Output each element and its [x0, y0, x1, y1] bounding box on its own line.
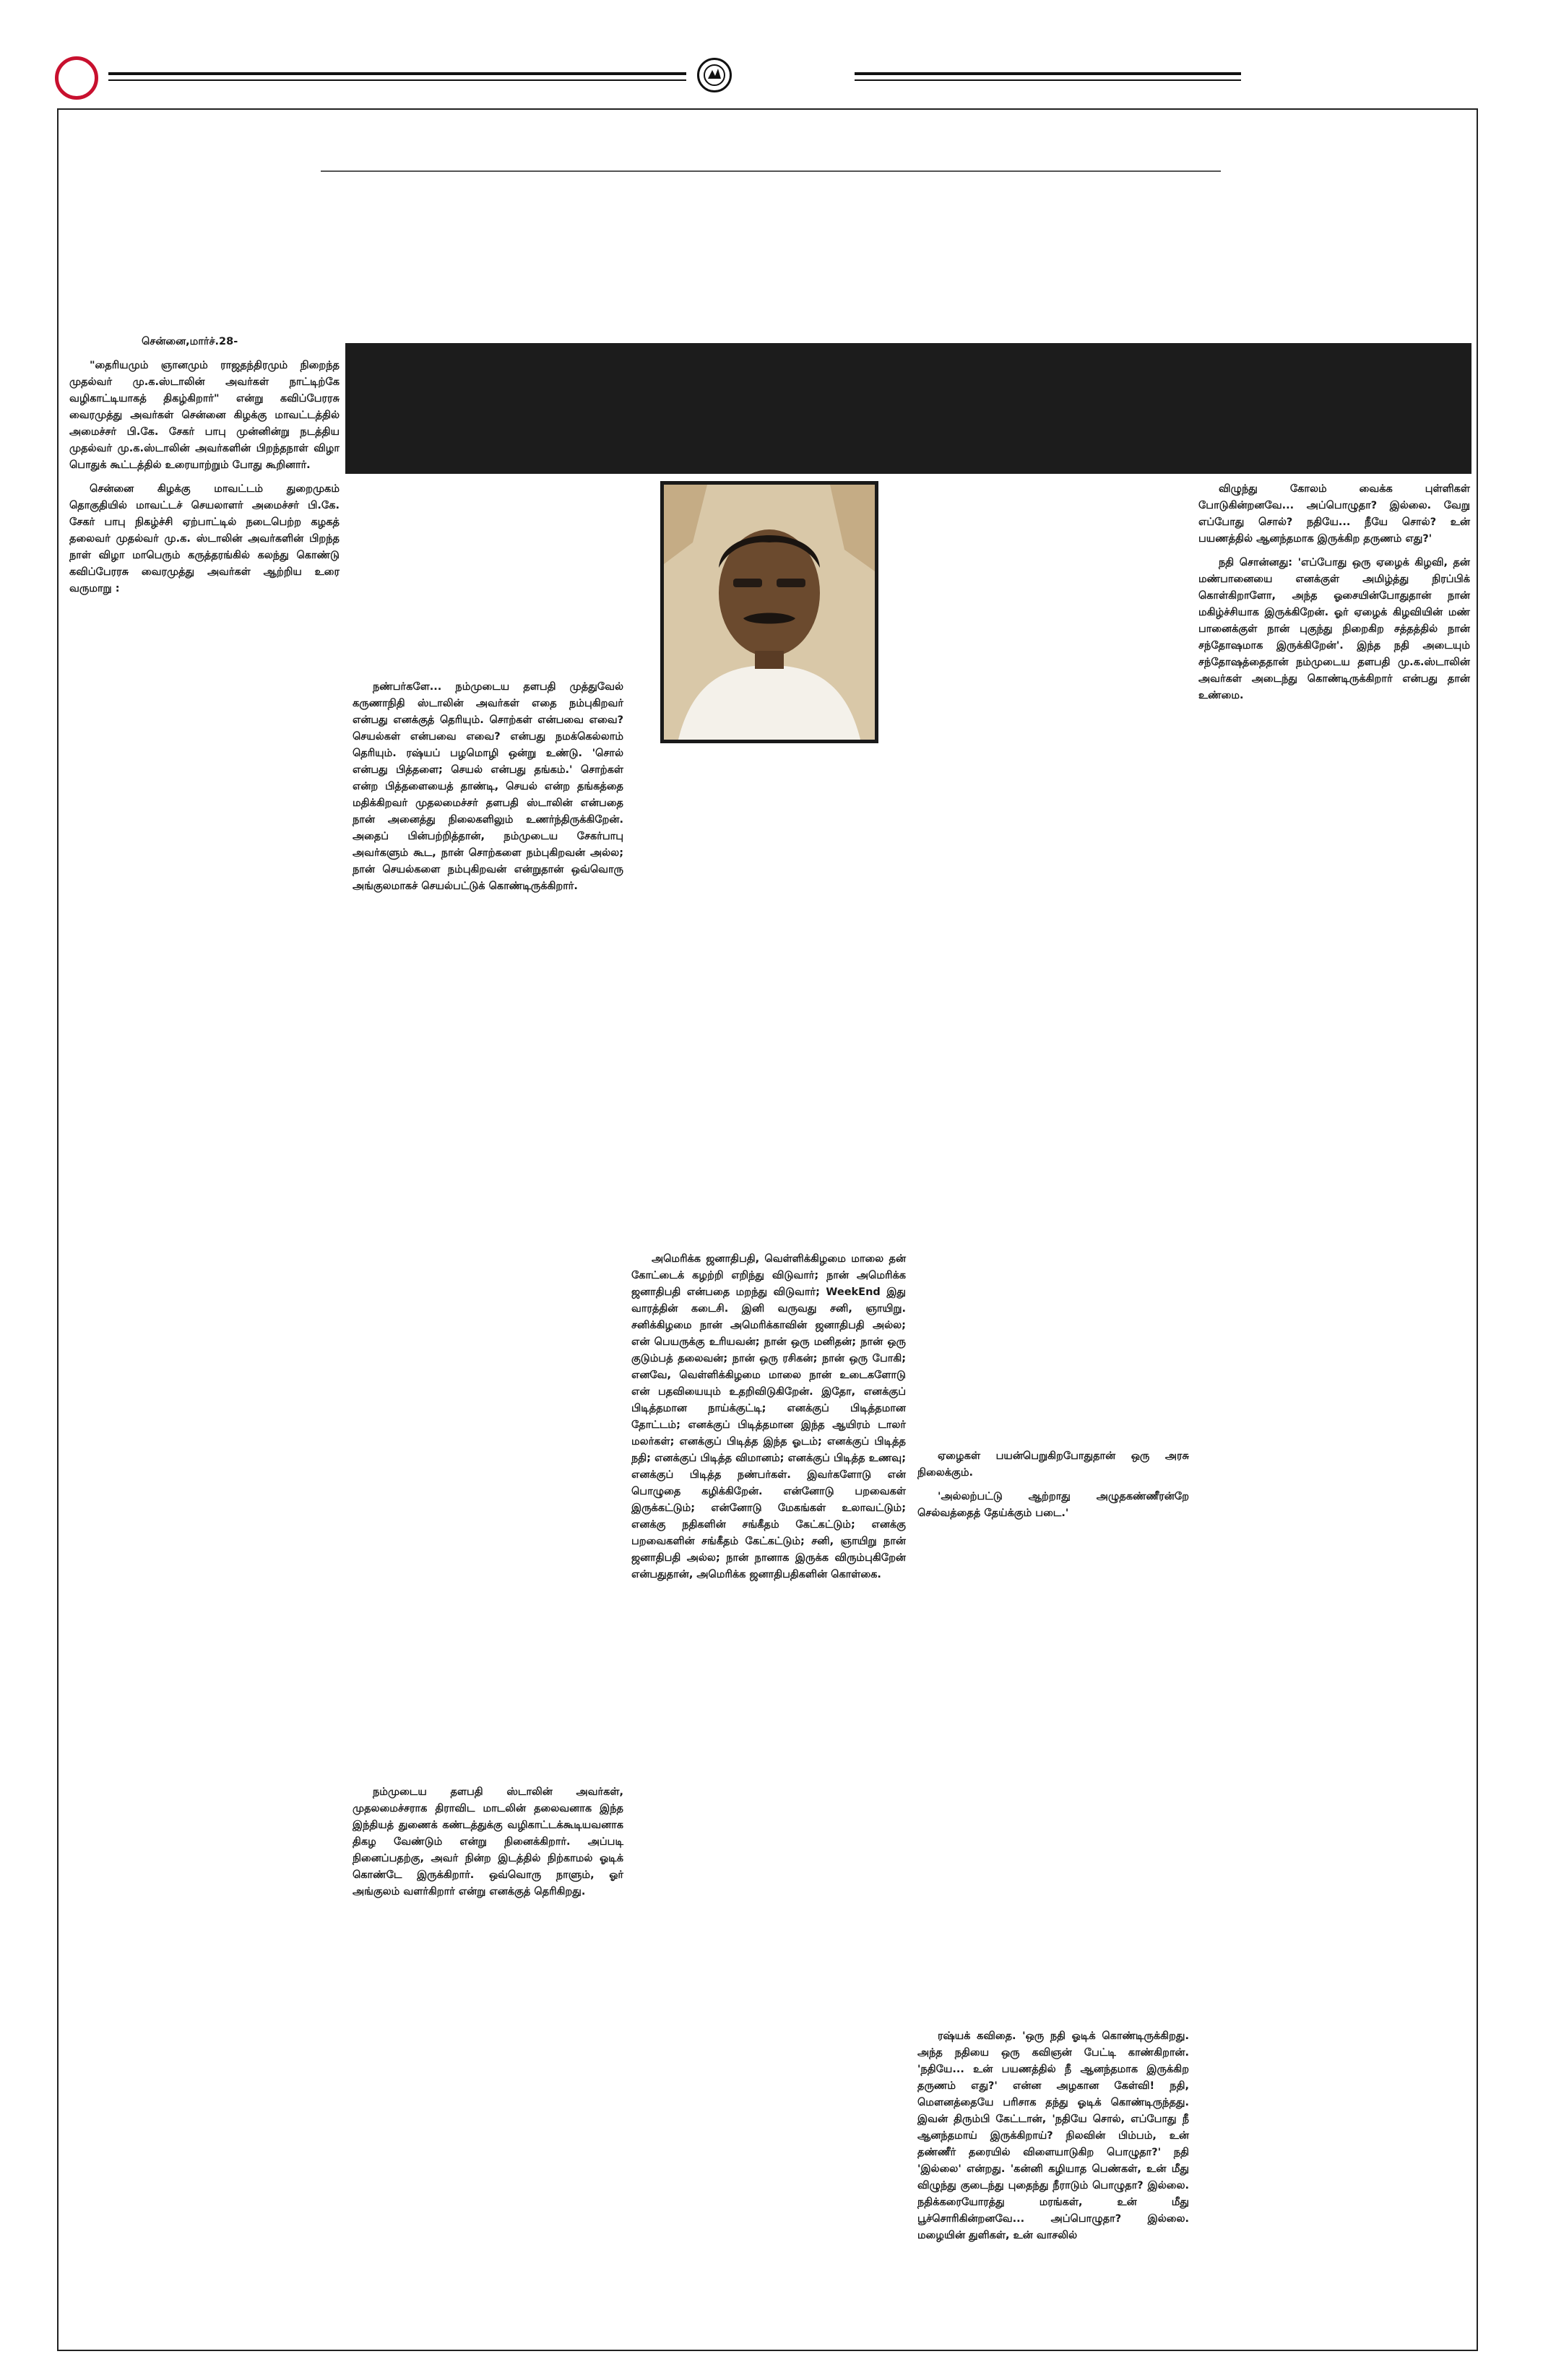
article-column-2 [353, 679, 623, 902]
newspaper-emblem-icon [697, 58, 732, 92]
paragraph: நதி சொன்னது: 'எப்போது ஒரு ஏழைக் கிழவி, தன் மண்பானையை எனக்குள் அமிழ்த்து நிரப்பிக் கொள்கிறாளோ, அந்த ஓசையின்போதுதான் நான் மகிழ்ச்சியாக இருக்கிறேன். ஓர் ஏழைக் கிழவியின் மண் பானைக்குள் நான் புகுந்து நிறைகிற சத்தத்தில் நான் சந்தோஷமாக இருக்கிறேன்'. இந்த நதி அடையும் சந்தோஷத்தைதான் நம்முடைய தளபதி மு.க.ஸ்டாலின் அவர்கள் அடைந்து கொண்டிருக்கிறார் என்பது தான் உண்மை. [1198, 557, 1470, 701]
header-rule-right [855, 72, 1241, 75]
emblem-graphic-icon [699, 60, 730, 90]
article-column-2-lower [353, 1784, 623, 1908]
portrait-graphic [664, 485, 875, 740]
paragraph: சென்னை கிழக்கு மாவட்டம் துறைமுகம் தொகுதியில் மாவட்டச் செயலாளர் அமைச்சர் பி.கே. சேகர் பாபு நிகழ்ச்சி ஏற்பாட்டில் நடைபெற்ற கழகத் தலைவர் முதல்வர் மு.க. ஸ்டாலின் அவர்களின் பிறந்த நாள் விழா மாபெரும் கருத்தரங்கில் கலந்து கொண்டு கவிப்பேரரசு வைரமுத்து அவர்கள் ஆற்றிய உரை வருமாறு : [69, 483, 340, 594]
page-number-badge [55, 56, 98, 100]
portrait-photo [660, 481, 878, 743]
header-rule-left [108, 72, 686, 75]
dateline: சென்னை,மார்ச்.28- [142, 336, 238, 347]
article-column-4 [917, 1448, 1189, 1529]
headline-rule [321, 170, 1221, 172]
quote: 'அல்லற்பட்டு ஆற்றாது அழுதகண்ணீரன்றே செல்வத்தைத் தேய்க்கும் படை.' [917, 1491, 1189, 1519]
header-rule-right-thin [855, 79, 1241, 81]
article-column-3 [631, 1251, 906, 1591]
header-rule-left-thin [108, 79, 686, 81]
paragraph: "தைரியமும் ஞானமும் ராஜதந்திரமும் நிறைந்த முதல்வர் மு.க.ஸ்டாலின் அவர்கள் நாட்டிற்கே வழிகாட்டியாகத் திகழ்கிறார்" என்று கவிப்பேரரசு வைரமுத்து அவர்கள் சென்னை கிழக்கு மாவட்டத்தில் அமைச்சர் பி.கே. சேகர் பாபு முன்னின்று நடத்திய முதல்வர் மு.க.ஸ்டாலின் அவர்களின் பிறந்தநாள் விழா பொதுக் கூட்டத்தில் உரையாற்றும் போது கூறினார். [69, 360, 340, 471]
article-column-5 [1198, 481, 1470, 711]
paragraph: அமெரிக்க ஜனாதிபதி, வெள்ளிக்கிழமை மாலை தன் கோட்டைக் கழற்றி எறிந்து விடுவார்; நான் அமெரிக்க ஜனாதிபதி என்பதை மறந்து விடுவார்; WeekEnd இது வாரத்தின் கடைசி. இனி வருவது சனி, ஞாயிறு. சனிக்கிழமை நான் அமெரிக்காவின் ஜனாதிபதி அல்ல; என் பெயருக்கு உரியவன்; நான் ஒரு மனிதன்; நான் ஒரு குடும்பத் தலைவன்; நான் ஒரு ரசிகன்; நான் ஒரு போகி; எனவே, வெள்ளிக்கிழமை மாலை நான் உடைகளோடு என் பதவியையும் உதறிவிடுகிறேன். இதோ, எனக்குப் பிடித்தமான நாய்க்குட்டி; எனக்குப் பிடித்தமான தோட்டம்; எனக்குப் பிடித்தமான இந்த ஆயிரம் டாலர் மலர்கள்; எனக்குப் பிடித்த இந்த ஓடம்; எனக்குப் பிடித்த நதி; எனக்குப் பிடித்த விமானம்; எனக்குப் பிடித்த உணவு; எனக்குப் பிடித்த நண்பர்கள். இவர்களோடு என் பொழுதை கழிக்கிறேன். என்னோடு பறவைகள் இருக்கட்டும்; என்னோடு மேகங்கள் உலாவட்டும்; எனக்கு நதிகளின் சங்கீதம் கேட்கட்டும்; எனக்கு பறவைகளின் சங்கீதம் கேட்கட்டும்; சனி, ஞாயிறு நான் ஜனாதிபதி அல்ல; நான் நானாக இருக்க விரும்புகிறேன் என்பதுதான், அமெரிக்க ஜனாதிபதிகளின் கொள்கை. [631, 1253, 906, 1580]
paragraph: விழுந்து கோலம் வைக்க புள்ளிகள் போடுகின்றனவே... அப்பொழுதா? இல்லை. வேறு எப்போது சொல்? நதியே... நீயே சொல்? உன் பயணத்தில் ஆனந்தமாக இருக்கிற தருணம் எது?' [1198, 483, 1470, 545]
article-column-4-lower [917, 2028, 1189, 2251]
paragraph: நம்முடைய தளபதி ஸ்டாலின் அவர்கள், முதலமைச்சராக திராவிட மாடலின் தலைவனாக இந்த இந்தியத் துணைக் கண்டத்துக்கு வழிகாட்டக்கூடியவனாக திகழ வேண்டும் என்று நினைக்கிறார். அப்படி நினைப்பதற்கு, அவர் நின்ற இடத்தில் நிற்காமல் ஓடிக் கொண்டே இருக்கிறார். ஒவ்வொரு நாளும், ஓர் அங்குலம் வளர்கிறார் என்று எனக்குத் தெரிகிறது. [353, 1786, 623, 1897]
article-column-1 [69, 334, 340, 605]
headline-banner [345, 343, 1471, 474]
paragraph: ரஷ்யக் கவிதை. 'ஒரு நதி ஓடிக் கொண்டிருக்கிறது. அந்த நதியை ஒரு கவிஞன் பேட்டி காண்கிறான். 'நதியே... உன் பயணத்தில் நீ ஆனந்தமாக இருக்கிற தருணம் எது?' என்ன அழகான கேள்வி! நதி, மௌனத்தையே பரிசாக தந்து ஓடிக் கொண்டிருந்தது. இவன் திரும்பி கேட்டான், 'நதியே சொல், எப்போது நீ ஆனந்தமாய் இருக்கிறாய்? நிலவின் பிம்பம், உன் தண்ணீர் தரையில் விளையாடுகிற பொழுதா?' நதி 'இல்லை' என்றது. 'கன்னி கழியாத பெண்கள், உன் மீது விழுந்து குடைந்து புதைந்து நீராடும் பொழுதா? இல்லை. நதிக்கரையோரத்து மரங்கள், உன் மீது பூச்சொரிகின்றனவே... அப்பொழுதா? இல்லை. மழையின் துளிகள், உன் வாசலில் [917, 2030, 1189, 2241]
paragraph: ஏழைகள் பயன்பெறுகிறபோதுதான் ஒரு அரசு நிலைக்கும். [917, 1450, 1189, 1479]
paragraph: நண்பர்களே... நம்முடைய தளபதி முத்துவேல் கருணாநிதி ஸ்டாலின் அவர்கள் எதை நம்புகிறவர் என்பது எனக்குத் தெரியும். சொற்கள் என்பவை எவை? செயல்கள் என்பவை எவை? என்பது நமக்கெல்லாம் தெரியும். ரஷ்யப் பழமொழி ஒன்று உண்டு. 'சொல் என்பது பித்தளை; செயல் என்பது தங்கம்.' சொற்கள் என்ற பித்தளையைத் தாண்டி, செயல் என்ற தங்கத்தை மதிக்கிறவர் முதலமைச்சர் தளபதி ஸ்டாலின் என்பதை நான் அனைத்து நிலைகளிலும் உணர்ந்திருக்கிறேன். அதைப் பின்பற்றித்தான், நம்முடைய சேகர்பாபு அவர்களும் கூட, நான் சொற்களை நம்புகிறவன் அல்ல; நான் செயல்களை நம்புகிறவன் என்றுதான் ஒவ்வொரு அங்குலமாகச் செயல்பட்டுக் கொண்டிருக்கிறார். [353, 681, 623, 892]
